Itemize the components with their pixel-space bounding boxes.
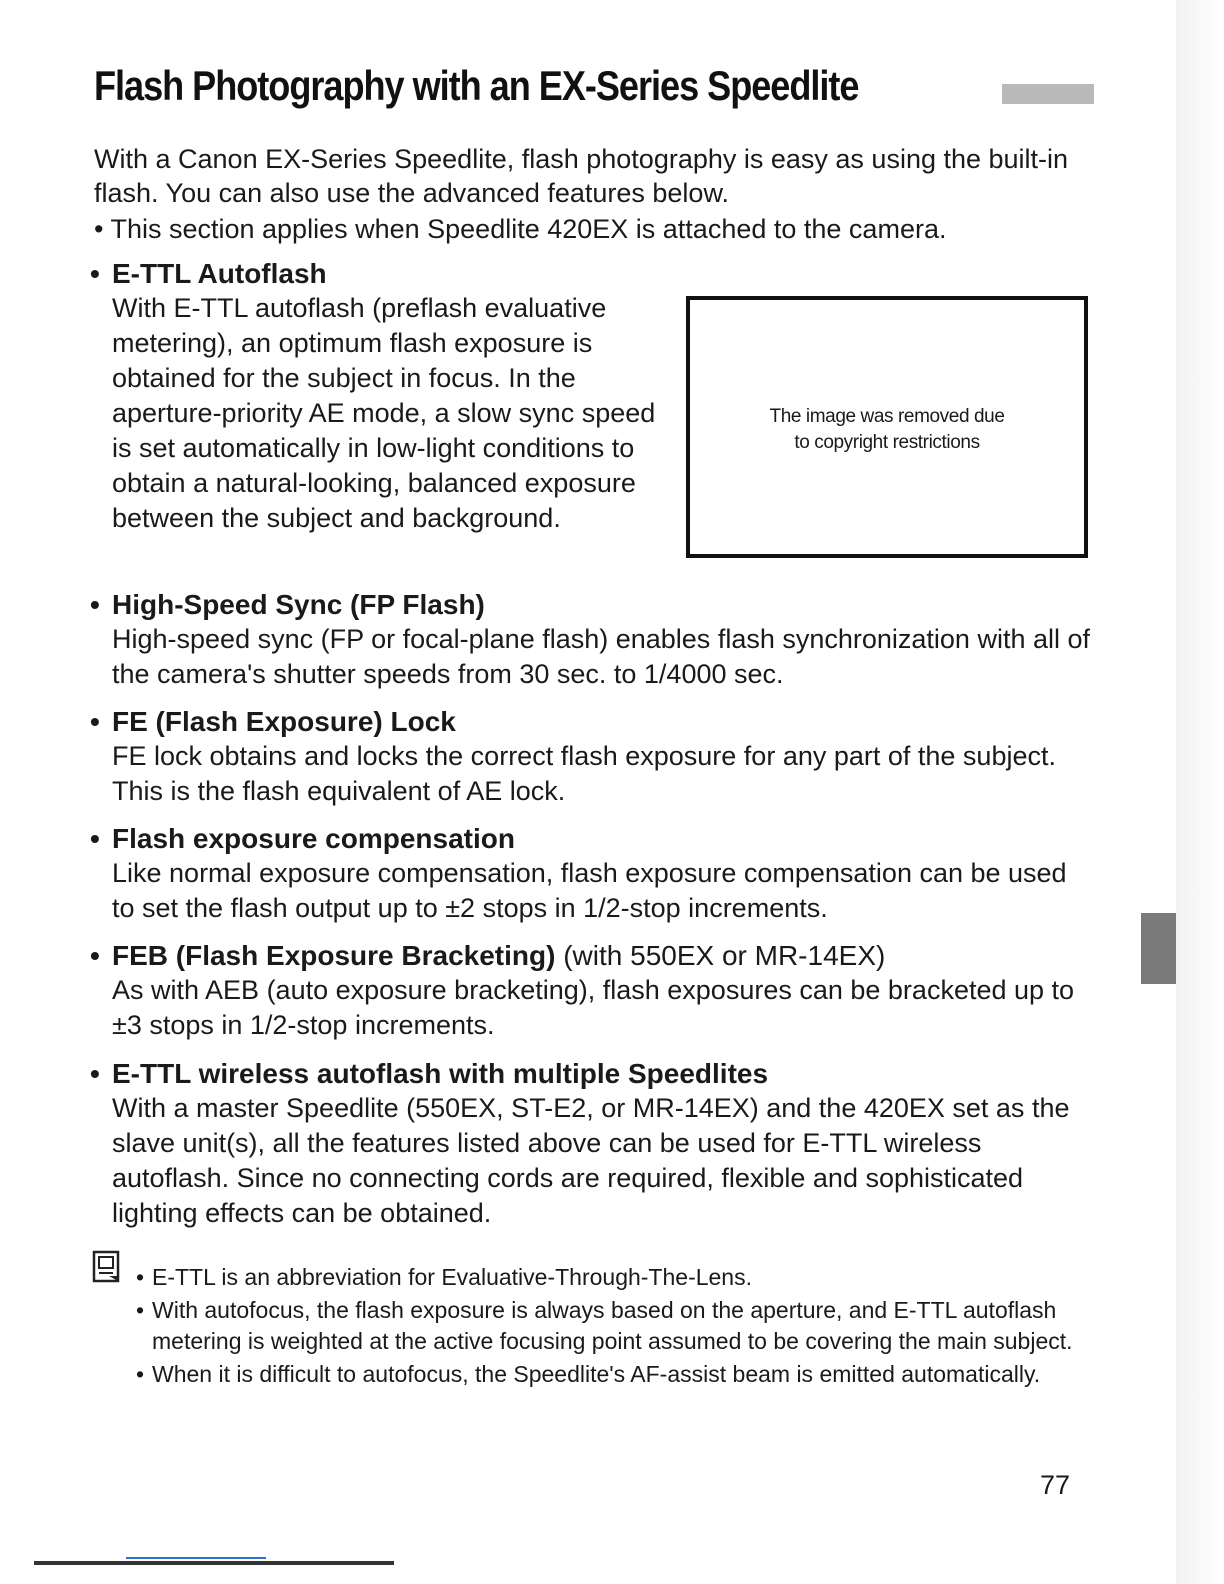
title-row [94, 62, 1094, 122]
bullet: • [90, 706, 100, 737]
bullet: • [90, 258, 100, 289]
section-fe-lock [90, 704, 1090, 809]
section-wireless-autoflash [90, 1056, 1100, 1231]
chapter-thumb-tab [1141, 913, 1176, 984]
section-e-ttl-autoflash [90, 256, 670, 536]
page-title: Flash Photography with an EX-Series Speedlite [94, 62, 859, 109]
section-feb [90, 938, 1090, 1043]
section-heading: Flash exposure compensation [112, 823, 515, 854]
note-item: • E-TTL is an abbreviation for Evaluative-Through-The-Lens. [136, 1262, 1086, 1293]
section-body: With a master Speedlite (550EX, ST-E2, or MR-14EX) and the 420EX set as the slave unit(s), all the features listed above can be used for E-TTL wireless autoflash. Since no connecting cords are required, flexible and sophisticated lighting effects can be obtained. [112, 1093, 1070, 1228]
intro [94, 142, 1094, 246]
bullet: • [90, 1058, 100, 1089]
bottom-rule [34, 1561, 394, 1565]
placeholder-line-2: to copyright restrictions [794, 432, 980, 453]
section-flash-exposure-compensation [90, 821, 1090, 926]
section-heading: FE (Flash Exposure) Lock [112, 706, 456, 737]
page-edge-shadow [1176, 0, 1224, 1584]
section-body: High-speed sync (FP or focal-plane flash) enables flash synchronization with all of the camera's shutter speeds from 30 sec. to 1/4000 sec. [112, 624, 1090, 689]
section-heading: E-TTL wireless autoflash with multiple Speedlites [112, 1058, 769, 1089]
placeholder-line-1: The image was removed due [769, 406, 1005, 427]
title-decoration-bar [1002, 84, 1094, 104]
bottom-rule-accent [126, 1557, 266, 1559]
note-item: • When it is difficult to autofocus, the Speedlite's AF-assist beam is emitted automatically. [136, 1359, 1086, 1390]
section-body: With E-TTL autoflash (preflash evaluative metering), an optimum flash exposure is obtained for the subject in focus. In the aperture-priority AE mode, a slow sync speed is set automatically in low-light conditions to obtain a natural-looking, balanced exposure between the subject and background. [112, 293, 656, 533]
note-item: • With autofocus, the flash exposure is always based on the aperture, and E-TTL autoflash metering is weighted at the active focusing point assumed to be covering the main subject. [136, 1295, 1086, 1357]
bullet: • [90, 589, 100, 620]
section-subheading: (with 550EX or MR-14EX) [563, 940, 886, 971]
bullet: • [90, 940, 100, 971]
section-high-speed-sync [90, 587, 1090, 692]
section-heading: FEB (Flash Exposure Bracketing) [112, 940, 556, 971]
intro-note: • This section applies when Speedlite 420EX is attached to the camera. [94, 214, 947, 244]
bullet: • [90, 823, 100, 854]
section-body: As with AEB (auto exposure bracketing), flash exposures can be bracketed up to ±3 stops in 1/2-stop increments. [112, 975, 1075, 1040]
section-body: Like normal exposure compensation, flash exposure compensation can be used to set the flash output up to ±2 stops in 1/2-stop increments. [112, 858, 1067, 923]
removed-image-placeholder [686, 296, 1088, 558]
intro-text: With a Canon EX-Series Speedlite, flash photography is easy as using the built-in flash. You can also use the advanced features below. [94, 144, 1069, 208]
memo-icon [92, 1250, 122, 1284]
section-heading: E-TTL Autoflash [112, 258, 327, 289]
notes-list [136, 1262, 1086, 1390]
page-number: 77 [1040, 1470, 1071, 1500]
section-body: FE lock obtains and locks the correct flash exposure for any part of the subject. This is the flash equivalent of AE lock. [112, 741, 1056, 806]
section-heading: High-Speed Sync (FP Flash) [112, 589, 485, 620]
